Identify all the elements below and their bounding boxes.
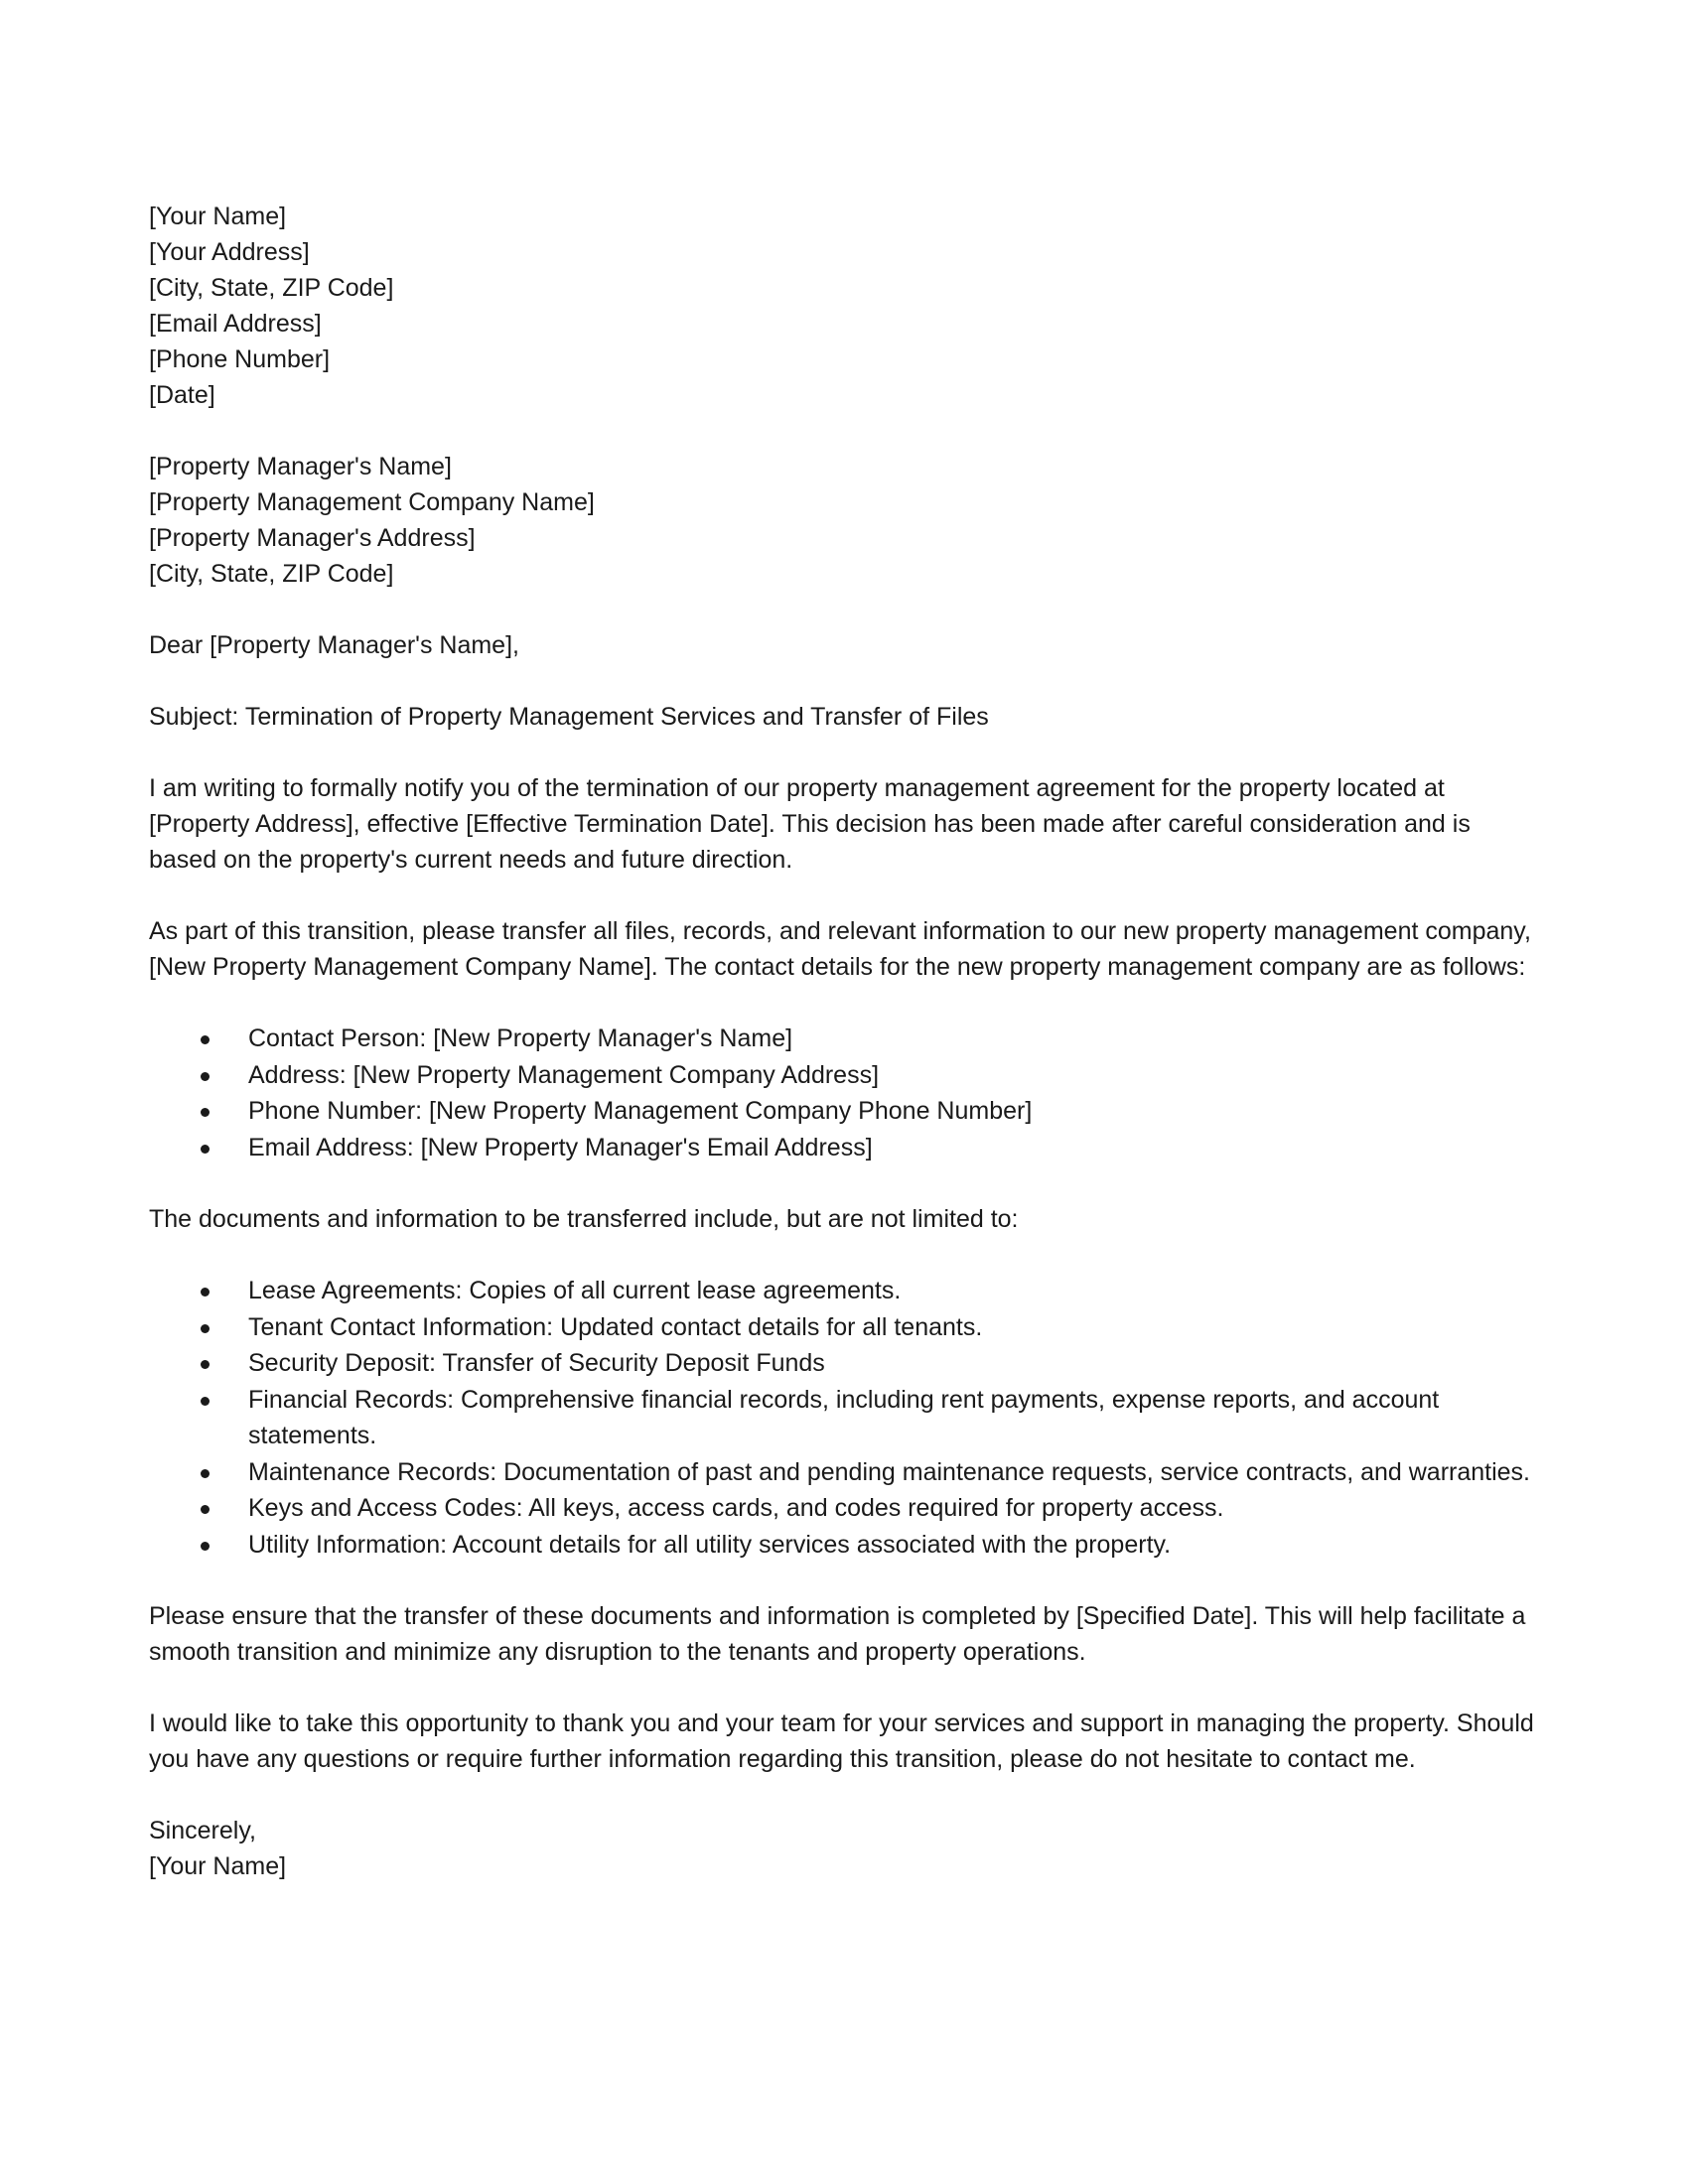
list-item [149,1021,1539,1057]
list-item [149,1309,1539,1346]
list-item [149,1527,1539,1564]
recipient-address: [Property Manager's Address] [149,524,476,552]
sender-email: [Email Address] [149,310,322,338]
list-item-text: Contact Person: [New Property Manager's Name] [248,1024,793,1052]
bullet-icon [201,1108,210,1117]
bullet-icon [201,1072,210,1081]
list-item-text: Lease Agreements: Copies of all current lease agreements. [248,1277,902,1304]
sender-address: [Your Address] [149,238,310,266]
sender-block [149,199,1539,413]
documents-intro: The documents and information to be transferred include, but are not limited to: [149,1205,1019,1233]
list-item-text: Financial Records: Comprehensive financial records, including rent payments, expense reports, and account statements. [248,1385,1440,1449]
paragraph-transfer-request: As part of this transition, please transfer all files, records, and relevant information to our new property management company, [New Property Management Company Name]. The contact details for the new property management company are as follows: [149,917,1531,981]
recipient-block [149,449,1539,592]
list-item-text: Tenant Contact Information: Updated contact details for all tenants. [248,1312,983,1341]
bullet-icon [201,1360,210,1369]
paragraph-termination-notice: I am writing to formally notify you of the termination of our property management agreement for the property located at [Property Address], effective [Effective Termination Date]. This decision has been made after careful consideration and is based on the property's current needs and future direction. [149,774,1471,874]
sender-name: [Your Name] [149,203,287,230]
list-item [149,1382,1539,1454]
signature-name: [Your Name] [149,1852,287,1880]
list-item-text: Address: [New Property Management Company Address] [248,1060,880,1089]
bullet-icon [201,1035,210,1044]
recipient-company: [Property Management Company Name] [149,488,595,516]
paragraph-completion-deadline: Please ensure that the transfer of these documents and information is completed by [Specified Date]. This will help facilitate a smooth transition and minimize any disruption to the tenants and property operations. [149,1602,1526,1666]
list-item-text: Utility Information: Account details for all utility services associated with the property. [248,1530,1172,1559]
recipient-city-state-zip: [City, State, ZIP Code] [149,560,394,588]
bullet-icon [201,1505,210,1514]
subject-line: Subject: Termination of Property Management Services and Transfer of Files [149,703,989,731]
list-item-text: Maintenance Records: Documentation of past and pending maintenance requests, service contracts, and warranties. [248,1457,1531,1486]
sender-city-state-zip: [City, State, ZIP Code] [149,274,394,302]
list-item-text: Email Address: [New Property Manager's Email Address] [248,1133,873,1161]
bullet-icon [201,1397,210,1406]
salutation: Dear [Property Manager's Name], [149,631,519,659]
documents-list [149,1273,1539,1563]
contact-details-list [149,1021,1539,1165]
bullet-icon [201,1542,210,1551]
bullet-icon [201,1469,210,1478]
list-item-text: Keys and Access Codes: All keys, access cards, and codes required for property access. [248,1494,1224,1522]
closing: Sincerely, [149,1817,256,1844]
paragraph-thanks: I would like to take this opportunity to thank you and your team for your services and support in managing the property. Should you have any questions or require further information regarding this transition, please do not hesitate to contact me. [149,1709,1534,1773]
list-item [149,1273,1539,1309]
recipient-name: [Property Manager's Name] [149,453,452,480]
list-item-text: Phone Number: [New Property Management Company Phone Number] [248,1097,1033,1125]
bullet-icon [201,1145,210,1154]
list-item [149,1093,1539,1130]
list-item [149,1490,1539,1527]
list-item-text: Security Deposit: Transfer of Security Deposit Funds [248,1349,825,1377]
letter-page [149,199,1539,1884]
sender-phone: [Phone Number] [149,345,331,373]
signature-block [149,1813,1539,1884]
bullet-icon [201,1288,210,1297]
letter-date: [Date] [149,381,215,409]
list-item [149,1057,1539,1094]
list-item [149,1454,1539,1491]
list-item [149,1130,1539,1166]
bullet-icon [201,1324,210,1333]
list-item [149,1345,1539,1382]
